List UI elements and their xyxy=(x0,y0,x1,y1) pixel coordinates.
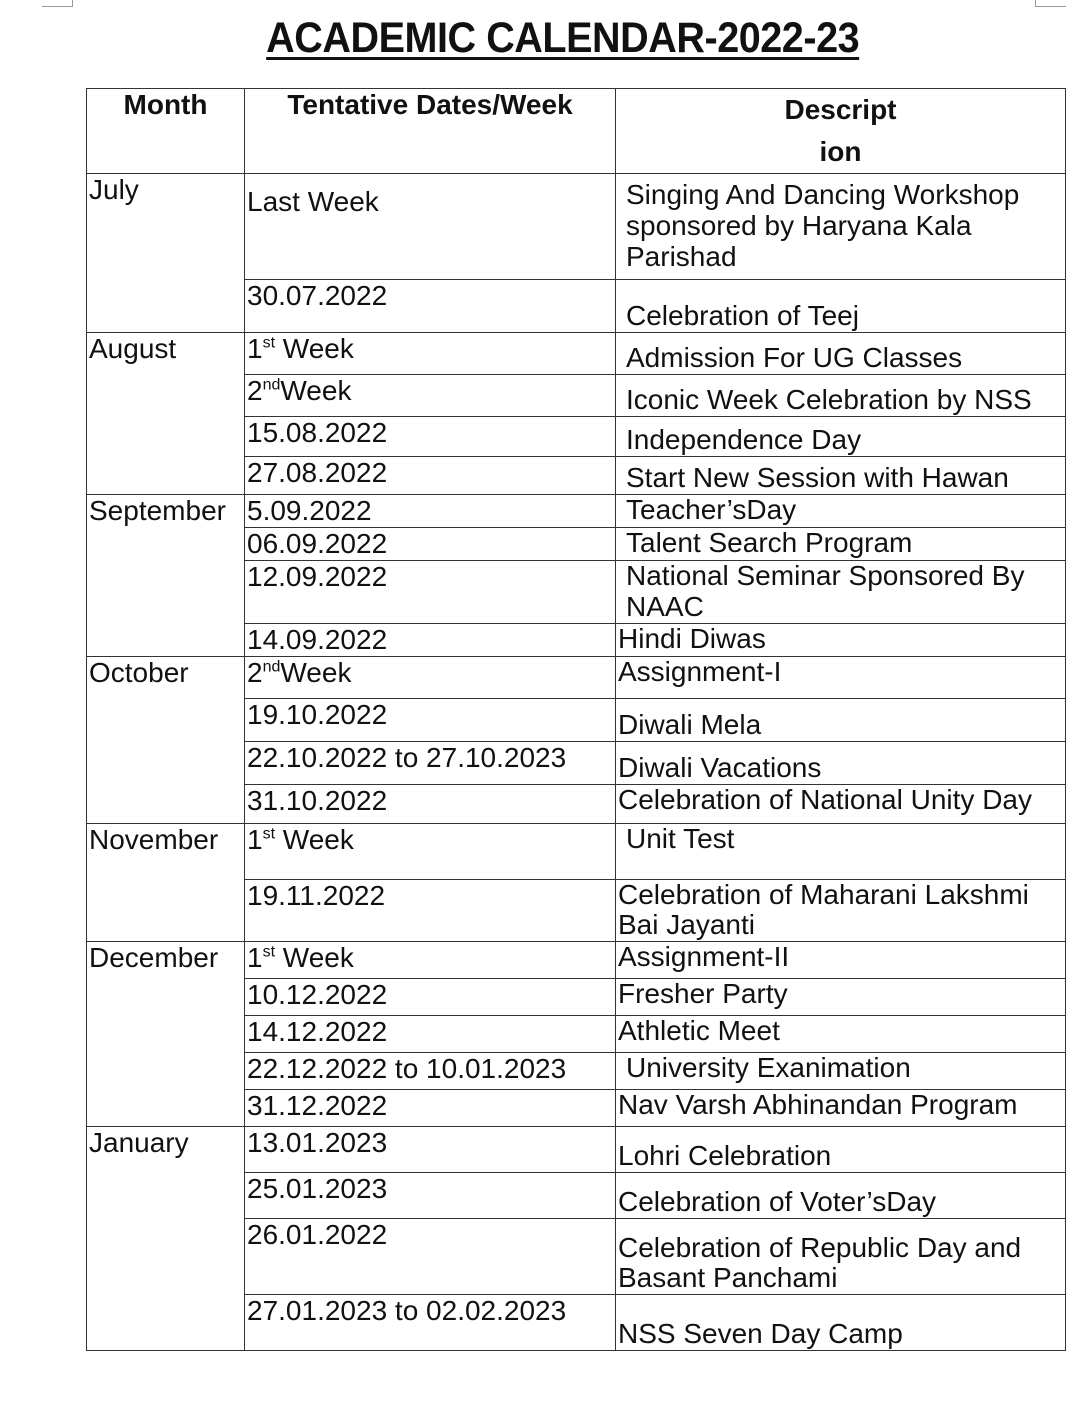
description-cell: NSS Seven Day Camp xyxy=(616,1295,1066,1351)
date-number: 1 xyxy=(247,333,263,364)
date-week-label: Week xyxy=(280,375,352,406)
description-cell: Singing And Dancing Workshop sponsored by Haryana Kala Parishad xyxy=(616,174,1066,280)
date-cell: 06.09.2022 xyxy=(245,528,616,561)
description-cell: Hindi Diwas xyxy=(616,623,1066,656)
date-number: 1 xyxy=(247,942,263,974)
date-cell: 13.01.2023 xyxy=(245,1127,616,1173)
date-cell xyxy=(245,823,616,879)
date-ordinal-suffix: nd xyxy=(262,658,281,676)
page-corner-mark xyxy=(1035,0,1066,7)
date-cell xyxy=(245,942,616,979)
description-cell: Celebration of Maharani Lakshmi Bai Jayanti xyxy=(616,879,1066,942)
date-cell: 31.12.2022 xyxy=(245,1090,616,1127)
date-cell: 22.10.2022 to 27.10.2023 xyxy=(245,741,616,784)
date-cell xyxy=(245,656,616,698)
month-column-header: Month xyxy=(87,89,245,174)
description-cell: Lohri Celebration xyxy=(616,1127,1066,1173)
date-cell: 19.11.2022 xyxy=(245,879,616,942)
date-week-label: Week xyxy=(275,823,354,855)
description-cell: Talent Search Program xyxy=(616,528,1066,561)
header-row xyxy=(87,89,1066,174)
date-cell: Last Week xyxy=(245,174,616,280)
month-cell: November xyxy=(87,823,245,942)
description-cell: Athletic Meet xyxy=(616,1016,1066,1053)
date-number: 2 xyxy=(247,375,263,406)
page-title: ACADEMIC CALENDAR-2022-23 xyxy=(266,14,860,62)
description-header-line1: Descript xyxy=(784,94,897,125)
month-cell: January xyxy=(87,1127,245,1351)
date-ordinal-suffix: st xyxy=(262,825,276,843)
date-ordinal-suffix: nd xyxy=(262,376,281,394)
description-cell: Assignment-I xyxy=(616,656,1066,698)
table-row xyxy=(87,1127,1066,1173)
date-cell: 26.01.2022 xyxy=(245,1219,616,1295)
table-row xyxy=(87,333,1066,375)
date-cell: 25.01.2023 xyxy=(245,1173,616,1219)
description-cell: Celebration of Teej xyxy=(616,280,1066,333)
date-cell: 31.10.2022 xyxy=(245,784,616,823)
table-row xyxy=(87,942,1066,979)
month-cell: August xyxy=(87,333,245,495)
description-cell: Diwali Vacations xyxy=(616,741,1066,784)
date-number: 2 xyxy=(247,656,263,688)
date-cell: 10.12.2022 xyxy=(245,979,616,1016)
month-cell: December xyxy=(87,942,245,1127)
page-corner-mark xyxy=(42,0,73,7)
description-cell: Teacher’sDay xyxy=(616,495,1066,528)
table-row xyxy=(87,495,1066,528)
date-week-label: Week xyxy=(275,942,354,974)
date-week-label: Week xyxy=(275,333,354,364)
table-row xyxy=(87,656,1066,698)
description-cell: Fresher Party xyxy=(616,979,1066,1016)
dates-column-header: Tentative Dates/Week xyxy=(245,89,616,174)
description-cell: Unit Test xyxy=(616,823,1066,879)
date-cell: 14.09.2022 xyxy=(245,623,616,656)
date-cell: 27.08.2022 xyxy=(245,457,616,495)
description-cell: Assignment-II xyxy=(616,942,1066,979)
description-cell: University Exanimation xyxy=(616,1053,1066,1090)
description-header-line2: ion xyxy=(819,136,862,167)
calendar-table xyxy=(86,88,1066,1351)
date-cell: 30.07.2022 xyxy=(245,280,616,333)
description-cell: Celebration of Voter’sDay xyxy=(616,1173,1066,1219)
description-cell: Celebration of Republic Day and Basant Panchami xyxy=(616,1219,1066,1295)
date-cell xyxy=(245,375,616,417)
description-column-header xyxy=(616,89,1066,174)
date-cell: 14.12.2022 xyxy=(245,1016,616,1053)
date-cell: 19.10.2022 xyxy=(245,698,616,741)
date-cell xyxy=(245,333,616,375)
date-week-label: Week xyxy=(280,656,352,688)
month-cell: September xyxy=(87,495,245,657)
table-row xyxy=(87,174,1066,280)
table-row xyxy=(87,823,1066,879)
description-cell: Independence Day xyxy=(616,417,1066,457)
month-cell: October xyxy=(87,656,245,823)
date-cell: 27.01.2023 to 02.02.2023 xyxy=(245,1295,616,1351)
description-cell: Nav Varsh Abhinandan Program xyxy=(616,1090,1066,1127)
description-cell: Admission For UG Classes xyxy=(616,333,1066,375)
date-cell: 22.12.2022 to 10.01.2023 xyxy=(245,1053,616,1090)
date-cell: 12.09.2022 xyxy=(245,561,616,624)
date-cell: 5.09.2022 xyxy=(245,495,616,528)
date-number: 1 xyxy=(247,823,263,855)
description-cell: Start New Session with Hawan xyxy=(616,457,1066,495)
description-cell: Iconic Week Celebration by NSS xyxy=(616,375,1066,417)
month-cell: July xyxy=(87,174,245,333)
date-ordinal-suffix: st xyxy=(262,943,276,961)
date-ordinal-suffix: st xyxy=(262,334,276,352)
description-cell: Diwali Mela xyxy=(616,698,1066,741)
date-cell: 15.08.2022 xyxy=(245,417,616,457)
description-cell: Celebration of National Unity Day xyxy=(616,784,1066,823)
description-cell: National Seminar Sponsored By NAAC xyxy=(616,561,1066,624)
calendar-body xyxy=(87,174,1066,1351)
